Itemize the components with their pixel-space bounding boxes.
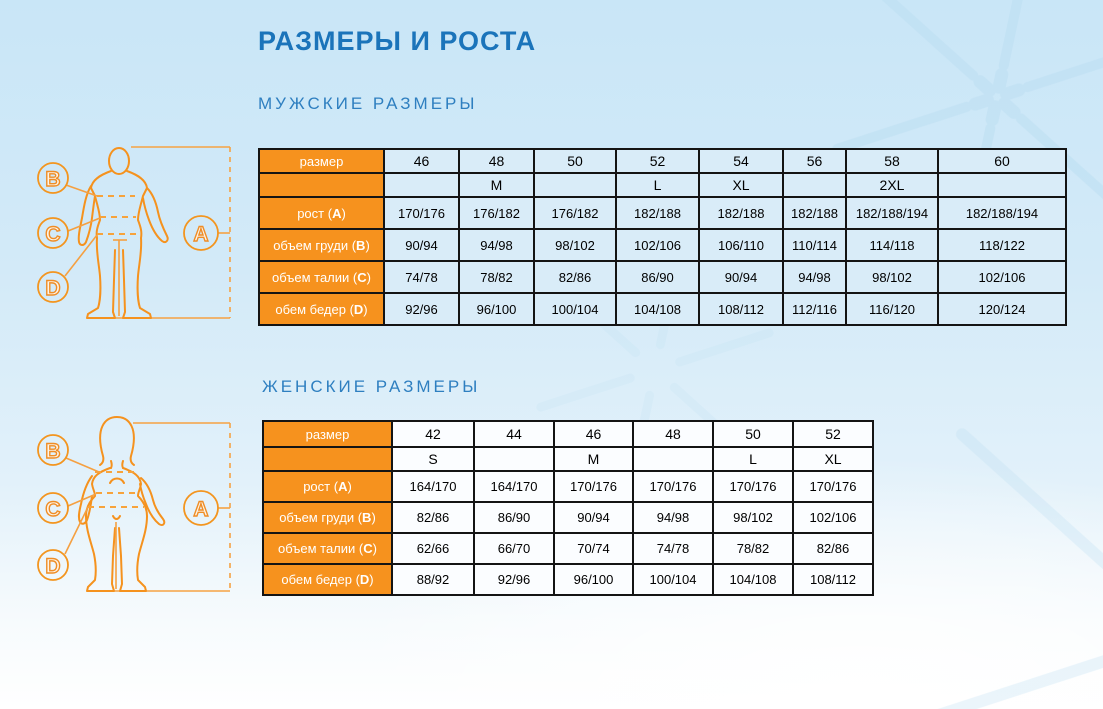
measure-value-cell: 90/94 <box>699 261 783 293</box>
measure-value-cell: 92/96 <box>474 564 554 595</box>
measure-value-cell: 98/102 <box>534 229 616 261</box>
measure-row <box>263 471 873 502</box>
measure-value-cell: 182/188/194 <box>846 197 938 229</box>
measure-value-cell: 182/188 <box>783 197 846 229</box>
intl-size-row <box>263 447 873 471</box>
measure-value-cell: 88/92 <box>392 564 474 595</box>
intl-size-cell <box>938 173 1066 197</box>
intl-size-cell <box>534 173 616 197</box>
measure-value-cell: 102/106 <box>616 229 699 261</box>
size-value-cell: 60 <box>938 149 1066 173</box>
measure-value-cell: 98/102 <box>846 261 938 293</box>
measure-row <box>263 533 873 564</box>
measure-value-cell: 176/182 <box>459 197 534 229</box>
measure-row <box>259 261 1066 293</box>
measure-value-cell: 100/104 <box>633 564 713 595</box>
measure-value-cell: 78/82 <box>459 261 534 293</box>
size-value-cell: 46 <box>554 421 633 447</box>
measure-value-cell: 182/188/194 <box>938 197 1066 229</box>
size-row-label-cell: размер <box>263 421 392 447</box>
measure-value-cell: 106/110 <box>699 229 783 261</box>
men-section-title: МУЖСКИЕ РАЗМЕРЫ <box>258 94 478 113</box>
measure-value-cell: 116/120 <box>846 293 938 325</box>
measure-value-cell: 92/96 <box>384 293 459 325</box>
measure-value-cell: 182/188 <box>699 197 783 229</box>
women-section-title: ЖЕНСКИЕ РАЗМЕРЫ <box>262 377 481 396</box>
label-letter-b: B <box>45 440 61 463</box>
measure-value-cell: 108/112 <box>699 293 783 325</box>
measure-value-cell: 104/108 <box>616 293 699 325</box>
label-letter-a: A <box>193 223 209 246</box>
right-arm-outline <box>143 188 168 242</box>
intl-size-cell <box>474 447 554 471</box>
male-figure-diagram <box>25 140 237 326</box>
measure-value-cell: 112/116 <box>783 293 846 325</box>
measure-value-cell: 164/170 <box>474 471 554 502</box>
size-value-cell: 46 <box>384 149 459 173</box>
measure-label-cell: объем талии (C) <box>263 533 392 564</box>
measure-value-cell: 170/176 <box>554 471 633 502</box>
size-value-cell: 50 <box>713 421 793 447</box>
size-value-cell: 48 <box>633 421 713 447</box>
measure-value-cell: 108/112 <box>793 564 873 595</box>
intl-size-cell <box>783 173 846 197</box>
measure-value-cell: 170/176 <box>633 471 713 502</box>
d-connector-line <box>65 235 97 276</box>
size-row-label-cell: размер <box>259 149 384 173</box>
size-value-cell: 58 <box>846 149 938 173</box>
size-value-cell: 44 <box>474 421 554 447</box>
measure-label-cell: объем груди (B) <box>263 502 392 533</box>
measure-value-cell: 176/182 <box>534 197 616 229</box>
measure-value-cell: 86/90 <box>474 502 554 533</box>
intl-size-cell: L <box>713 447 793 471</box>
men-sizes-table <box>258 148 1067 326</box>
intl-row-label-cell <box>259 173 384 197</box>
measure-value-cell: 100/104 <box>534 293 616 325</box>
measure-value-cell: 70/74 <box>554 533 633 564</box>
label-letter-b: B <box>45 168 61 191</box>
measure-row <box>259 229 1066 261</box>
size-value-cell: 52 <box>616 149 699 173</box>
measure-value-cell: 96/100 <box>554 564 633 595</box>
measure-label-cell: объем груди (B) <box>259 229 384 261</box>
size-value-cell: 42 <box>392 421 474 447</box>
measure-value-cell: 82/86 <box>392 502 474 533</box>
intl-size-cell: 2XL <box>846 173 938 197</box>
intl-size-cell: L <box>616 173 699 197</box>
measure-value-cell: 74/78 <box>633 533 713 564</box>
measure-value-cell: 90/94 <box>384 229 459 261</box>
intl-size-cell: S <box>392 447 474 471</box>
label-letter-a: A <box>193 498 209 521</box>
measure-value-cell: 182/188 <box>616 197 699 229</box>
size-value-cell: 50 <box>534 149 616 173</box>
intl-row-label-cell <box>263 447 392 471</box>
measure-value-cell: 170/176 <box>713 471 793 502</box>
measure-value-cell: 164/170 <box>392 471 474 502</box>
intl-size-cell: M <box>459 173 534 197</box>
size-value-cell: 54 <box>699 149 783 173</box>
size-header-row <box>259 149 1066 173</box>
measure-value-cell: 66/70 <box>474 533 554 564</box>
page-title: РАЗМЕРЫ И РОСТА <box>258 26 537 56</box>
size-value-cell: 52 <box>793 421 873 447</box>
size-value-cell: 56 <box>783 149 846 173</box>
head-outline <box>109 148 129 174</box>
measure-value-cell: 118/122 <box>938 229 1066 261</box>
intl-size-cell <box>633 447 713 471</box>
measure-value-cell: 82/86 <box>793 533 873 564</box>
measure-label-cell: обем бедер (D) <box>263 564 392 595</box>
measure-row <box>259 293 1066 325</box>
size-value-cell: 48 <box>459 149 534 173</box>
measure-value-cell: 102/106 <box>793 502 873 533</box>
measure-value-cell: 90/94 <box>554 502 633 533</box>
measure-label-cell: рост (A) <box>259 197 384 229</box>
size-header-row <box>263 421 873 447</box>
measure-value-cell: 62/66 <box>392 533 474 564</box>
intl-size-cell: XL <box>699 173 783 197</box>
neck-marks <box>111 461 123 468</box>
measure-value-cell: 74/78 <box>384 261 459 293</box>
intl-size-cell: XL <box>793 447 873 471</box>
measure-row <box>263 564 873 595</box>
measure-label-cell: рост (A) <box>263 471 392 502</box>
measure-value-cell: 110/114 <box>783 229 846 261</box>
measure-value-cell: 94/98 <box>783 261 846 293</box>
hair-outline <box>100 417 134 465</box>
measure-label-cell: обем бедер (D) <box>259 293 384 325</box>
measure-value-cell: 114/118 <box>846 229 938 261</box>
measure-value-cell: 104/108 <box>713 564 793 595</box>
label-letter-d: D <box>45 277 61 300</box>
label-letter-c: C <box>45 498 61 521</box>
back-marks <box>110 479 124 520</box>
measure-label-cell: объем талии (C) <box>259 261 384 293</box>
d-connector-line <box>65 507 88 554</box>
snowflake-icon <box>868 288 1103 709</box>
measure-value-cell: 102/106 <box>938 261 1066 293</box>
c-connector-line <box>68 218 100 231</box>
measure-value-cell: 120/124 <box>938 293 1066 325</box>
measure-value-cell: 170/176 <box>384 197 459 229</box>
label-letter-c: C <box>45 223 61 246</box>
intl-size-row <box>259 173 1066 197</box>
measure-value-cell: 170/176 <box>793 471 873 502</box>
label-letter-d: D <box>45 555 61 578</box>
measure-row <box>263 502 873 533</box>
intl-size-cell <box>384 173 459 197</box>
measure-value-cell: 96/100 <box>459 293 534 325</box>
measure-value-cell: 94/98 <box>633 502 713 533</box>
measure-value-cell: 82/86 <box>534 261 616 293</box>
b-connector-line <box>66 458 99 472</box>
measure-value-cell: 86/90 <box>616 261 699 293</box>
intl-size-cell: M <box>554 447 633 471</box>
measure-value-cell: 94/98 <box>459 229 534 261</box>
women-sizes-table <box>262 420 874 596</box>
measure-row <box>259 197 1066 229</box>
measure-value-cell: 78/82 <box>713 533 793 564</box>
measure-value-cell: 98/102 <box>713 502 793 533</box>
female-figure-diagram <box>25 412 237 598</box>
